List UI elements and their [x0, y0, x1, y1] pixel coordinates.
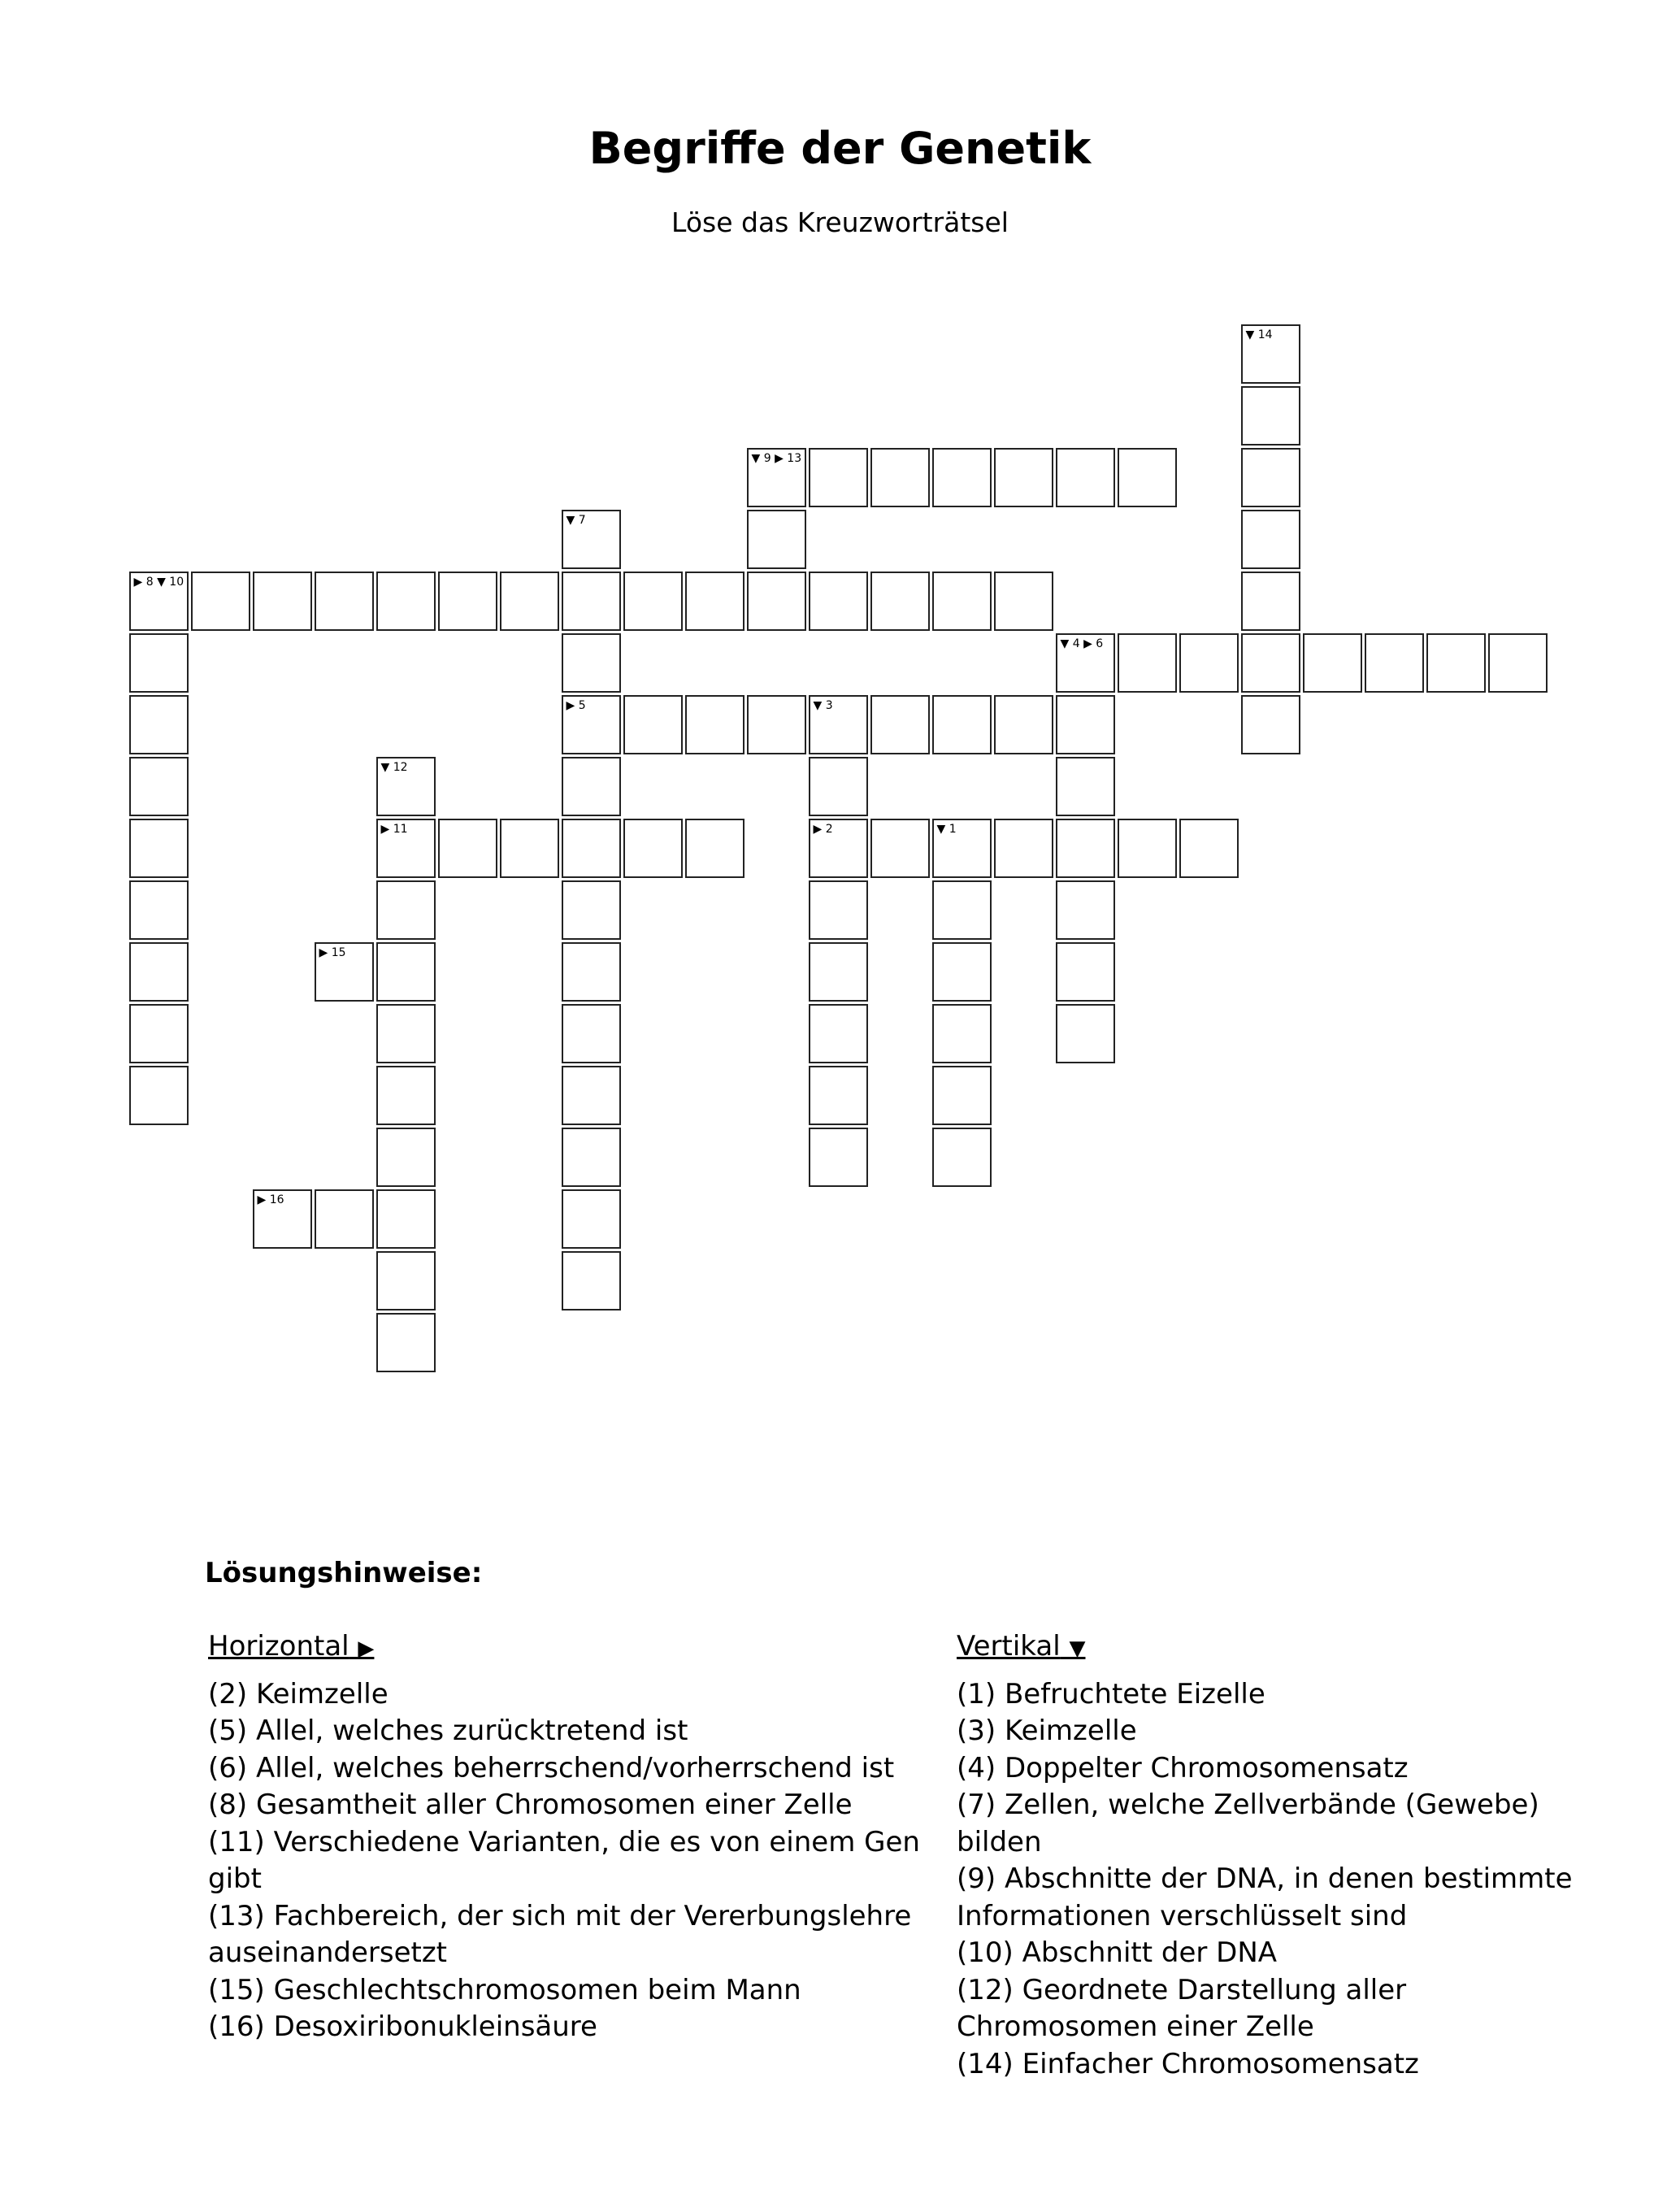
crossword-cell[interactable]: [376, 757, 436, 816]
crossword-cell[interactable]: [315, 1189, 374, 1249]
crossword-cell[interactable]: [747, 510, 806, 569]
page-title: Begriffe der Genetik: [588, 123, 1092, 174]
crossword-cell[interactable]: [1056, 448, 1115, 507]
crossword-cell[interactable]: [1241, 324, 1300, 384]
crossword-cell[interactable]: [809, 695, 868, 754]
crossword-cell[interactable]: [1365, 633, 1424, 693]
vertical-label: Vertikal: [957, 1630, 1061, 1663]
crossword-cell[interactable]: [747, 572, 806, 631]
vertical-clue: (14) Einfacher Chromosomensatz: [957, 2047, 1419, 2080]
crossword-cell[interactable]: [376, 942, 436, 1002]
horizontal-clue: (11) Verschiedene Varianten, die es von einem Gen gibt: [208, 1825, 920, 1895]
clue-number: ▶ 2: [813, 822, 833, 836]
horizontal-clues: [208, 1628, 940, 2046]
crossword-cell[interactable]: [129, 819, 189, 878]
crossword-cell[interactable]: [809, 880, 868, 940]
crossword-cell[interactable]: [376, 1004, 436, 1063]
crossword-cell[interactable]: [932, 1066, 992, 1125]
crossword-cell[interactable]: [253, 572, 312, 631]
crossword-cell[interactable]: [1179, 819, 1239, 878]
vertical-clues: [957, 1628, 1599, 2083]
clue-number: ▼ 14: [1245, 328, 1273, 341]
crossword-cell[interactable]: [809, 757, 868, 816]
crossword-cell[interactable]: [1241, 510, 1300, 569]
crossword-cell[interactable]: [562, 695, 621, 754]
horizontal-clue: (16) Desoxiribonukleinsäure: [208, 2010, 597, 2043]
crossword-cell[interactable]: [1118, 633, 1177, 693]
clue-number: ▼ 12: [380, 760, 408, 774]
crossword-cell[interactable]: [932, 1004, 992, 1063]
crossword-cell[interactable]: [623, 572, 683, 631]
vertical-clue: (4) Doppelter Chromosomensatz: [957, 1751, 1409, 1784]
crossword-cell[interactable]: [129, 942, 189, 1002]
clue-number: ▶ 5: [566, 698, 586, 712]
right-arrow-icon: ▶: [358, 1636, 375, 1661]
crossword-cell[interactable]: [1056, 942, 1115, 1002]
crossword-cell[interactable]: [870, 819, 930, 878]
page-subtitle: Löse das Kreuzworträtsel: [671, 206, 1009, 238]
clue-number: ▼ 3: [813, 698, 833, 712]
crossword-cell[interactable]: [376, 1128, 436, 1187]
crossword-cell[interactable]: [809, 448, 868, 507]
crossword-cell[interactable]: [1488, 633, 1548, 693]
crossword-cell[interactable]: [438, 819, 497, 878]
clue-number: ▼ 1: [936, 822, 957, 836]
crossword-cell[interactable]: [809, 1004, 868, 1063]
crossword-cell[interactable]: [809, 819, 868, 878]
crossword-cell[interactable]: [809, 942, 868, 1002]
clue-number: ▶ 16: [257, 1193, 284, 1206]
vertical-clue: (12) Geordnete Darstellung aller Chromosomen einer Zelle: [957, 1973, 1407, 2043]
clue-number: ▼ 4 ▶ 6: [1060, 637, 1104, 650]
crossword-cell[interactable]: [1241, 448, 1300, 507]
crossword-cell[interactable]: [1179, 633, 1239, 693]
vertical-heading: [957, 1628, 1599, 1668]
crossword-cell[interactable]: [315, 942, 374, 1002]
crossword-cell[interactable]: [129, 572, 189, 631]
crossword-cell[interactable]: [376, 1313, 436, 1372]
horizontal-clue: (6) Allel, welches beherrschend/vorherrschend ist: [208, 1751, 895, 1784]
crossword-cell[interactable]: [623, 695, 683, 754]
crossword-cell[interactable]: [623, 819, 683, 878]
crossword-cell[interactable]: [1241, 572, 1300, 631]
crossword-cell[interactable]: [562, 1066, 621, 1125]
crossword-cell[interactable]: [1056, 1004, 1115, 1063]
crossword-cell[interactable]: [562, 757, 621, 816]
crossword-cell[interactable]: [994, 819, 1053, 878]
crossword-cell[interactable]: [129, 757, 189, 816]
crossword-cell[interactable]: [685, 572, 744, 631]
crossword-cell[interactable]: [562, 633, 621, 693]
crossword-cell[interactable]: [747, 448, 806, 507]
crossword-cell[interactable]: [500, 572, 559, 631]
crossword-cell[interactable]: [932, 880, 992, 940]
horizontal-label: Horizontal: [208, 1630, 349, 1663]
horizontal-clue: (13) Fachbereich, der sich mit der Vererbungslehre auseinandersetzt: [208, 1899, 912, 1969]
down-arrow-icon: ▼: [1069, 1636, 1086, 1661]
horizontal-clue: (2) Keimzelle: [208, 1677, 389, 1710]
clue-number: ▶ 11: [380, 822, 408, 836]
crossword-cell[interactable]: [994, 695, 1053, 754]
crossword-cell[interactable]: [562, 510, 621, 569]
crossword-cell[interactable]: [315, 572, 374, 631]
crossword-cell[interactable]: [1241, 386, 1300, 446]
crossword-cell[interactable]: [129, 1004, 189, 1063]
horizontal-clue: (8) Gesamtheit aller Chromosomen einer Zelle: [208, 1789, 853, 1821]
crossword-cell[interactable]: [562, 1251, 621, 1310]
crossword-cell[interactable]: [562, 942, 621, 1002]
crossword-cell[interactable]: [129, 1066, 189, 1125]
crossword-cell[interactable]: [1118, 448, 1177, 507]
crossword-cell[interactable]: [994, 448, 1053, 507]
crossword-cell[interactable]: [932, 448, 992, 507]
clue-number: ▼ 7: [566, 513, 586, 527]
vertical-clue: (9) Abschnitte der DNA, in denen bestimmte Informationen verschlüsselt sind: [957, 1862, 1573, 1932]
crossword-cell[interactable]: [809, 1128, 868, 1187]
crossword-cell[interactable]: [562, 1004, 621, 1063]
horizontal-heading: [208, 1628, 940, 1668]
crossword-cell[interactable]: [562, 1189, 621, 1249]
clue-number: ▶ 15: [319, 945, 346, 959]
crossword-cell[interactable]: [747, 695, 806, 754]
crossword-cell[interactable]: [1241, 633, 1300, 693]
crossword-cell[interactable]: [1056, 819, 1115, 878]
vertical-clue: (7) Zellen, welche Zellverbände (Gewebe) bilden: [957, 1789, 1539, 1858]
crossword-cell[interactable]: [191, 572, 250, 631]
horizontal-clue: (15) Geschlechtschromosomen beim Mann: [208, 1973, 801, 2006]
crossword-cell[interactable]: [376, 1066, 436, 1125]
crossword-cell[interactable]: [1241, 695, 1300, 754]
crossword-cell[interactable]: [932, 819, 992, 878]
crossword-cell[interactable]: [870, 572, 930, 631]
vertical-clue: (3) Keimzelle: [957, 1715, 1137, 1747]
crossword-cell[interactable]: [1056, 880, 1115, 940]
crossword-cell[interactable]: [932, 695, 992, 754]
crossword-cell[interactable]: [376, 572, 436, 631]
crossword-cell[interactable]: [438, 572, 497, 631]
crossword-cell[interactable]: [253, 1189, 312, 1249]
crossword-cell[interactable]: [376, 880, 436, 940]
crossword-cell[interactable]: [809, 1066, 868, 1125]
crossword-cell[interactable]: [994, 572, 1053, 631]
crossword-cell[interactable]: [685, 819, 744, 878]
crossword-cell[interactable]: [809, 572, 868, 631]
crossword-cell[interactable]: [562, 1128, 621, 1187]
crossword-cell[interactable]: [500, 819, 559, 878]
crossword-cell[interactable]: [562, 572, 621, 631]
crossword-cell[interactable]: [870, 695, 930, 754]
crossword-cell[interactable]: [129, 633, 189, 693]
crossword-cell[interactable]: [1426, 633, 1486, 693]
hints-heading: Lösungshinweise:: [205, 1557, 483, 1589]
crossword-cell[interactable]: [376, 1189, 436, 1249]
crossword-cell[interactable]: [129, 880, 189, 940]
crossword-cell[interactable]: [1056, 633, 1115, 693]
crossword-cell[interactable]: [376, 819, 436, 878]
vertical-clue: (1) Befruchtete Eizelle: [957, 1677, 1265, 1710]
crossword-cell[interactable]: [376, 1251, 436, 1310]
crossword-cell[interactable]: [932, 942, 992, 1002]
crossword-cell[interactable]: [1303, 633, 1362, 693]
crossword-cell[interactable]: [1118, 819, 1177, 878]
crossword-cell[interactable]: [129, 695, 189, 754]
clue-number: ▶ 8 ▼ 10: [133, 575, 184, 589]
crossword-cell[interactable]: [932, 1128, 992, 1187]
crossword-cell[interactable]: [1056, 757, 1115, 816]
vertical-clue: (10) Abschnitt der DNA: [957, 1936, 1278, 1969]
crossword-cell[interactable]: [685, 695, 744, 754]
clue-number: ▼ 9 ▶ 13: [751, 451, 802, 465]
crossword-cell[interactable]: [1056, 695, 1115, 754]
horizontal-clue: (5) Allel, welches zurücktretend ist: [208, 1715, 688, 1747]
crossword-cell[interactable]: [562, 819, 621, 878]
crossword-cell[interactable]: [870, 448, 930, 507]
crossword-cell[interactable]: [562, 880, 621, 940]
crossword-cell[interactable]: [932, 572, 992, 631]
